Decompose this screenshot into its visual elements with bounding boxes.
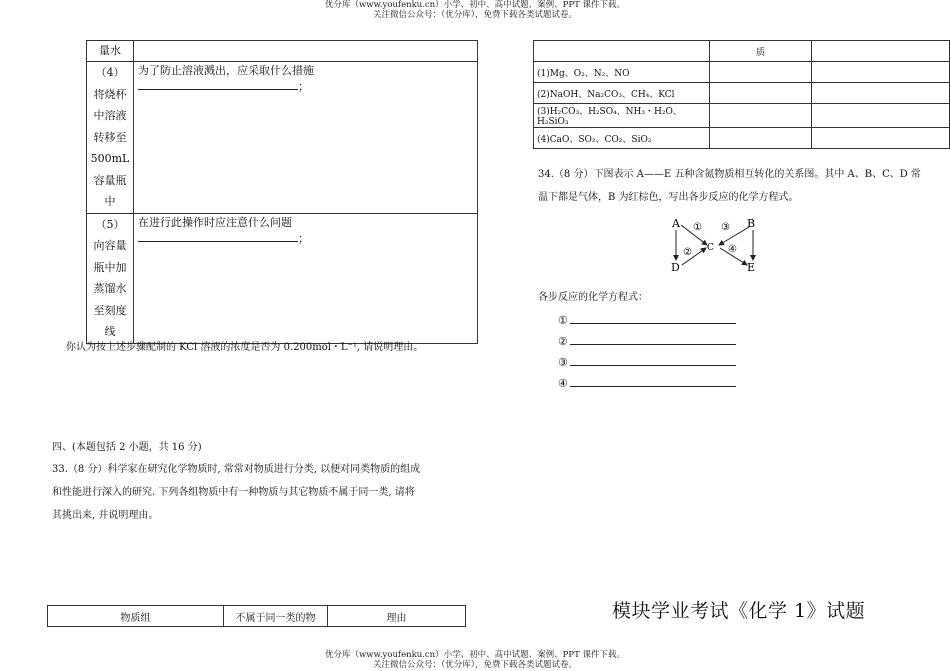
group-row-4-answer[interactable] — [709, 128, 812, 149]
equation-2-line[interactable]: ② — [558, 332, 736, 348]
row-transfer-content — [134, 62, 478, 214]
step-1-marker: ① — [693, 222, 702, 233]
group-row-3-reason[interactable] — [812, 104, 950, 128]
group-row-2-answer[interactable] — [709, 83, 812, 104]
row-add-water-label: （5） 向容量 瓶中加 蒸馏水 至刻度 线 — [87, 213, 134, 343]
transfer-question: 为了防止溶液溅出，应采取什么措施 — [138, 64, 314, 77]
node-b: B — [747, 217, 756, 230]
header-odd-one-out: 不属于同一类的物 — [224, 606, 328, 627]
page-header — [0, 0, 950, 20]
step-4-marker: ④ — [728, 244, 737, 255]
step-3-marker: ③ — [721, 222, 730, 233]
exam-title: 模块学业考试《化学 1》试题 — [612, 600, 866, 622]
question-33: 33.（8 分）科学家在研究化学物质时, 常常对物质进行分类, 以便对同类物质的组成 和性能进行深入的研究. 下列各组物质中有一种物质与其它物质不属于同一类, 请将 其挑出来, 并说明理由。 — [52, 464, 421, 521]
section-4-heading: 四、(本题包括 2 小题，共 16 分) — [52, 442, 202, 453]
group-row-4-reason[interactable] — [812, 128, 950, 149]
group-row-3-answer[interactable] — [709, 104, 812, 128]
add-water-question: 在进行此操作时应注意什么问题 — [138, 215, 292, 229]
concentration-question: 你认为按上述步骤配制的 KCl 溶液的浓度是否为 0.200mol・L⁻¹, 请说明理由。 — [66, 342, 424, 353]
node-e: E — [747, 261, 756, 274]
node-c: C — [707, 243, 714, 253]
group-row-2-reason[interactable] — [812, 83, 950, 104]
substance-groups-table — [533, 40, 950, 149]
group-row-4: (4)CaO、SO₂、CO₂、SiO₂ — [534, 128, 710, 149]
group-row-1-reason[interactable] — [812, 62, 950, 83]
question-34: 34.（8 分）下图表示 A——E 五种含氮物质相互转化的关系图。其中 A、B、C、D 常 温下都是气体，B 为红棕色，写出各步反应的化学方程式。 — [538, 169, 921, 203]
equation-1-line[interactable]: ① — [558, 311, 736, 327]
header-substance-cont: 质 — [709, 41, 812, 62]
equations-label: 各步反应的化学方程式： — [538, 292, 648, 303]
classification-table — [47, 605, 466, 627]
footer-line-2: 关注微信公众号：（优分库），免费下载各类试题试卷。 — [372, 660, 577, 670]
equation-3-line[interactable]: ③ — [558, 353, 736, 369]
row-measure-water-content — [134, 41, 478, 62]
footer-line-1: 优分库（www.youfenku.cn）小学、初中、高中试题、案例、PPT 课件下载。 — [325, 650, 625, 660]
header-line-1: 优分库（www.youfenku.cn）小学、初中、高中试题、案例、PPT 课件下载。 — [325, 0, 625, 10]
equation-4-line[interactable]: ④ — [558, 374, 736, 390]
step-2-marker: ② — [683, 247, 692, 258]
page-footer — [0, 650, 950, 670]
header-line-2: 关注微信公众号：（优分库），免费下载各类试题试卷。 — [372, 10, 577, 20]
group-row-3: (3)H₂CO₃、H₂SO₄、NH₃・H₂O、H₂SiO₃ — [534, 104, 710, 128]
row-transfer-label: （4） 将烧杯 中溶液 转移至 500mL 容量瓶 中 — [87, 62, 134, 214]
add-water-answer-line[interactable]: ； — [138, 230, 473, 246]
row-add-water-content — [134, 213, 478, 343]
node-a: A — [672, 217, 680, 230]
group-row-1: (1)Mg、O₂、N₂、NO — [534, 62, 710, 83]
procedure-table — [86, 40, 478, 344]
header-substance-group: 物质组 — [48, 606, 224, 627]
group-row-2: (2)NaOH、Na₂CO₃、CH₄、KCl — [534, 83, 710, 104]
transfer-answer-line[interactable]: ； — [138, 78, 473, 94]
header-reason: 理由 — [328, 606, 466, 627]
node-d: D — [671, 261, 680, 274]
nitrogen-conversion-diagram — [665, 215, 765, 277]
row-measure-water-label: 量水 — [87, 41, 134, 62]
group-row-1-answer[interactable] — [709, 62, 812, 83]
